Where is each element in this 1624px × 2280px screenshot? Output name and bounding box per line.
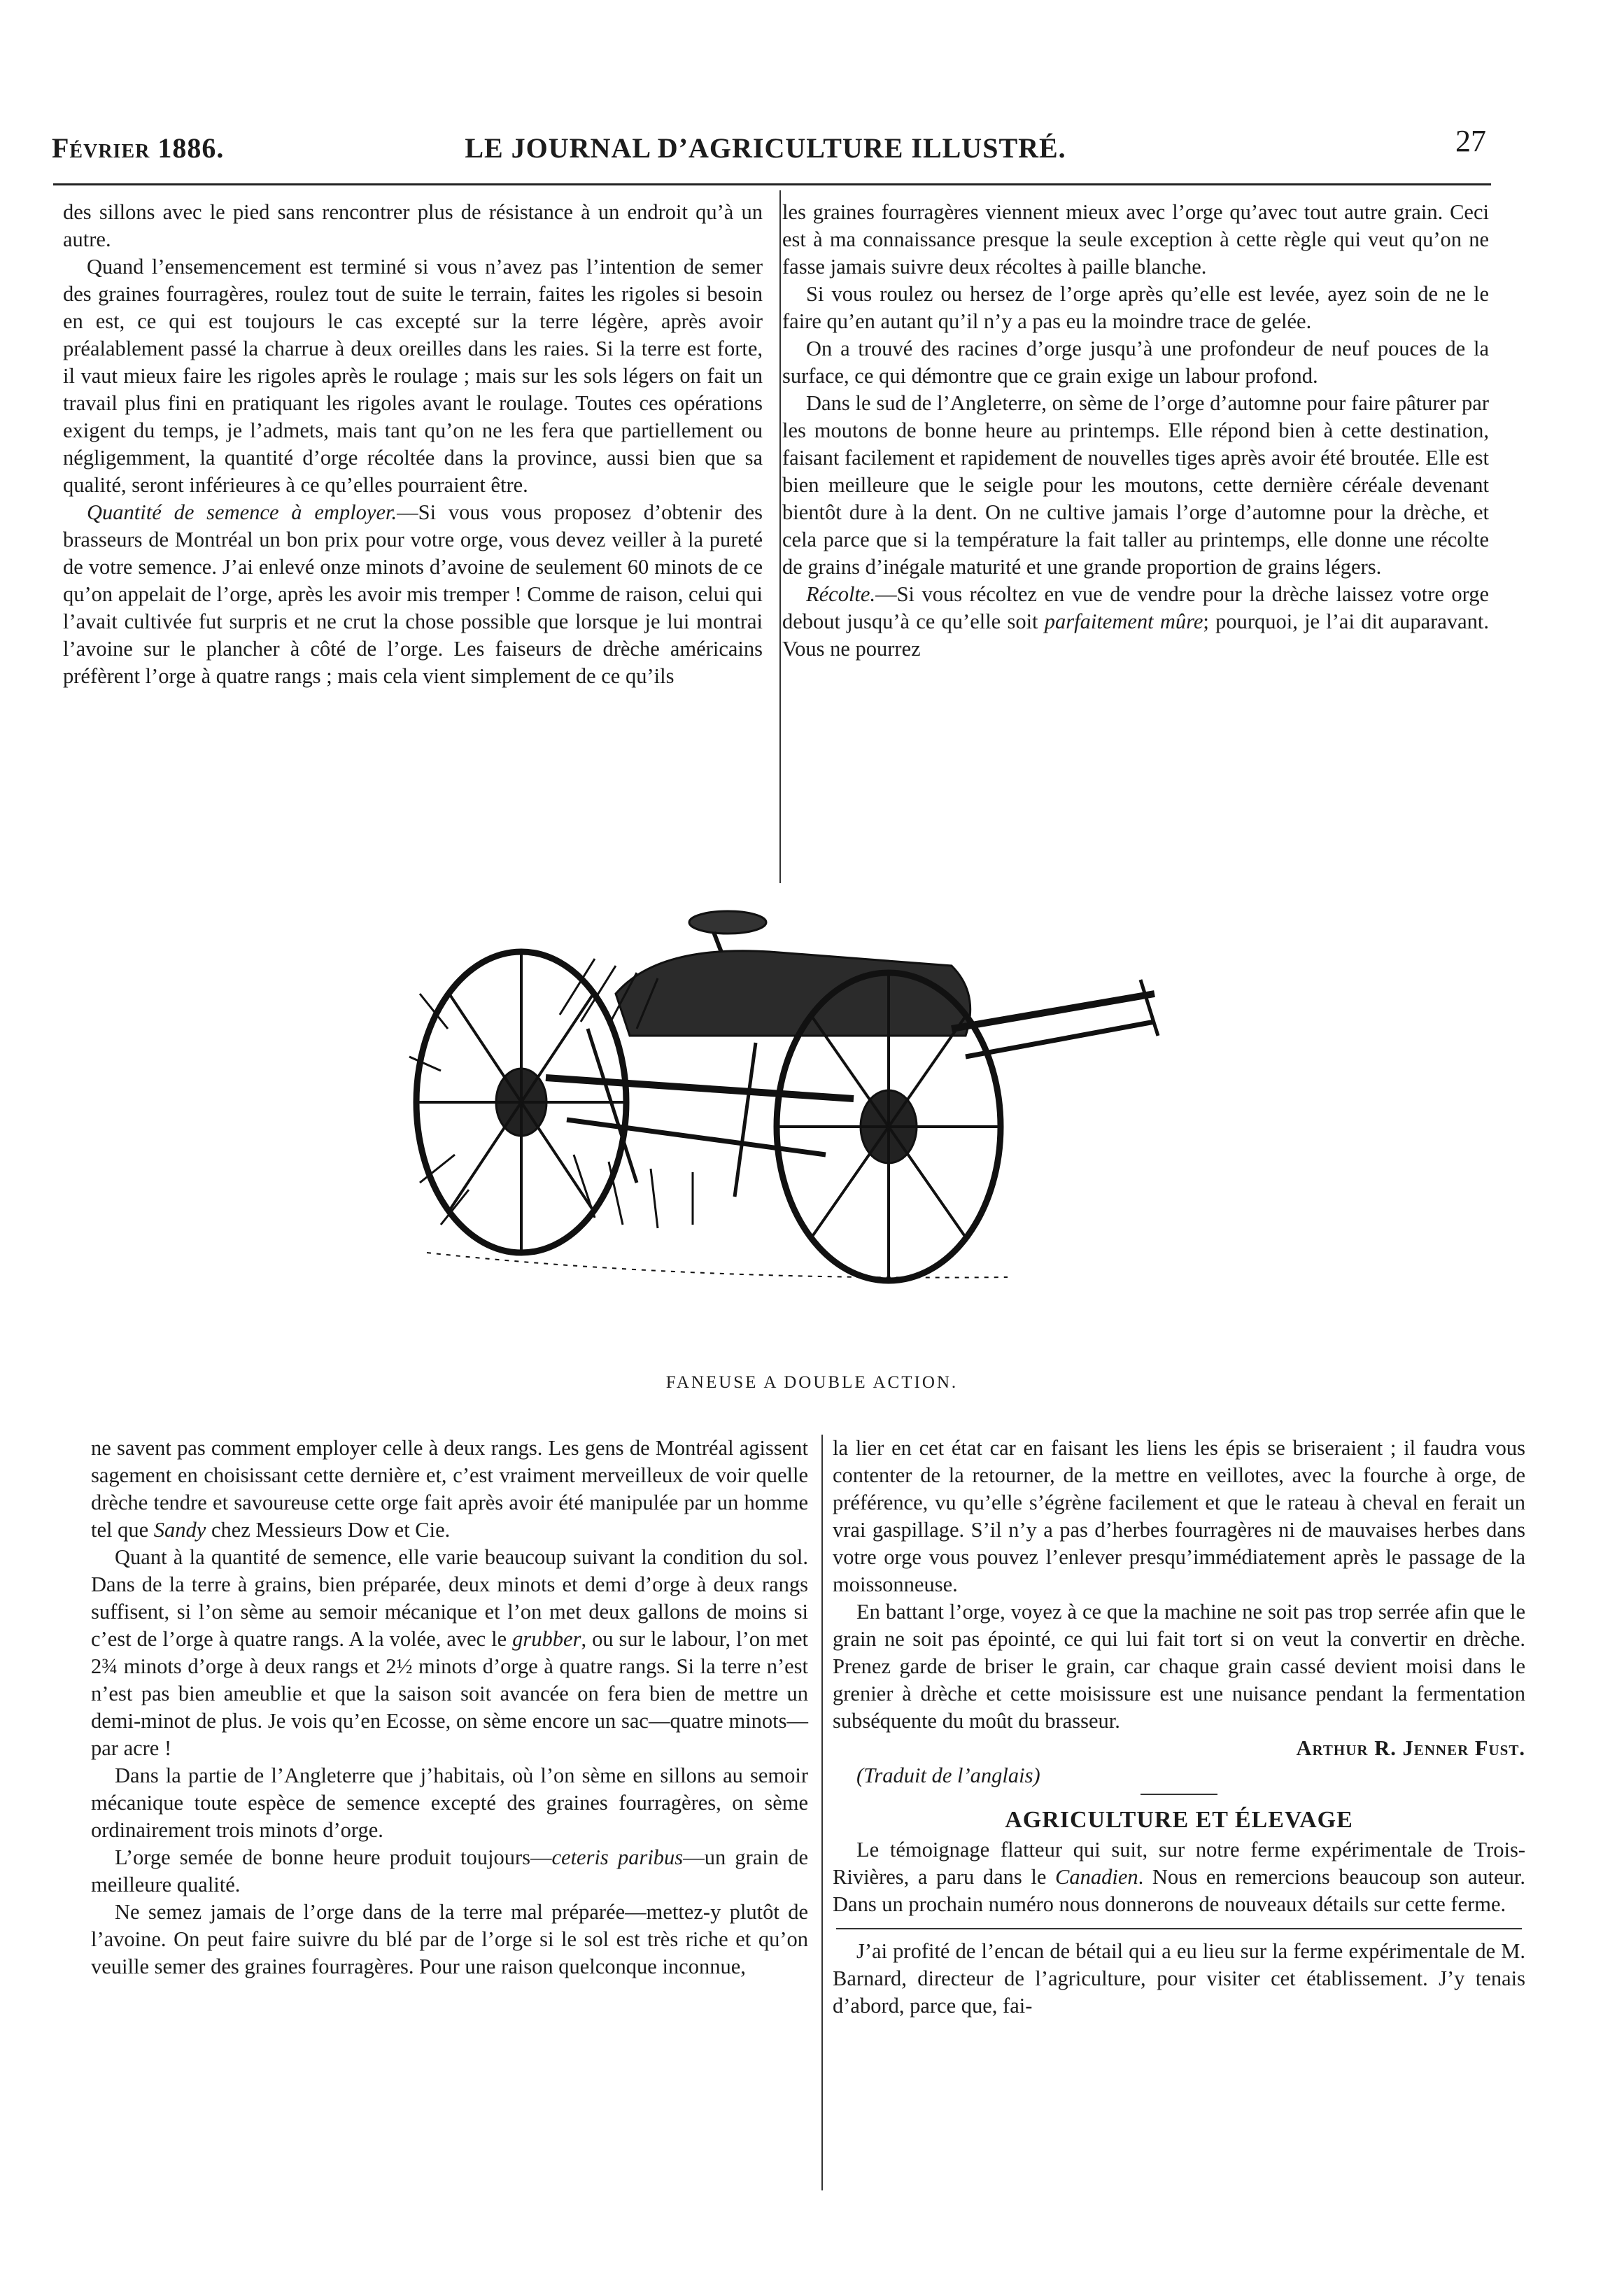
hay-tedder-engraving [406,889,1161,1295]
top-right-column [782,199,1489,663]
paragraph: On a trouvé des racines d’orge jusqu’à une profondeur de neuf pouces de la surface, ce qui démontre que ce grain exige un labour profond. [782,337,1489,388]
bottom-left-column [91,1435,808,1980]
paragraph: L’orge semée de bonne heure produit toujours—ceteris paribus—un grain de meilleure qualité. [91,1845,808,1897]
paragraph: Le témoignage flatteur qui suit, sur notre ferme expérimentale de Trois-Rivières, a paru dans le Canadien. Nous en remercions beaucoup son auteur. Dans un prochain numéro nous donnerons de nouveaux détails sur cette ferme. [833,1838,1525,1916]
paragraph: Si vous roulez ou hersez de l’orge après qu’elle est levée, ayez soin de ne le faire qu’en autant qu’il n’y a pas eu la moindre trace de gelée. [782,282,1489,333]
paragraph: Ne semez jamais de l’orge dans de la terre mal préparée—mettez-y plutôt de l’avoine. On peut faire suivre du blé par de l’orge si le sol est très riche et qu’on veuille semer des graines fourragères. Pour une raison quelconque inconnue, [91,1900,808,1978]
page-number: 27 [1455,124,1486,158]
subheading: Récolte. [806,582,876,606]
paragraph-recolte: Récolte.—Si vous récoltez en vue de vendre pour la drèche laissez votre orge debout jusqu’à ce qu’elle soit parfaitement mûre; pourquoi, je l’ai dit auparavant. Vous ne pourrez [782,582,1489,661]
article-separator [836,1928,1522,1929]
bottom-right-column [833,1435,1525,2020]
bottom-column-divider [821,1435,823,2190]
paragraph: En battant l’orge, voyez à ce que la machine ne soit pas trop serrée afin que le grain ne soit pas épointé, ce qui lui fait tort si on veut la convertir en drèche. Prenez garde de briser le grain, car chaque grain cassé devient moisi dans le grenier à drèche et cette moisissure est une nuisance pendant la fermentation subséquente du moût du brasseur. [833,1600,1525,1733]
paragraph-quantite: Quantité de semence à employer.—Si vous vous proposez d’obtenir des brasseurs de Montréal un bon prix pour votre orge, vous devez veiller à la pureté de votre semence. J’ai enlevé onze minots d’avoine de seulement 60 minots de ce qu’on appelait de l’orge, après les avoir mis tremper ! Comme de raison, celui qui l’avait cultivée fut surpris et ne crut la chose possible que lorsque je lui montrai l’avoine sur le plancher à côté de l’orge. Les faiseurs de drèche américains préfèrent l’orge à quatre rangs ; mais cela vient simplement de ce qu’ils [63,500,763,688]
paragraph: ne savent pas comment employer celle à deux rangs. Les gens de Montréal agissent sagement en choisissant cette dernière et, c’est vraiment merveilleux de voir quelle drèche tendre et savoureuse cette orge fait après avoir été manipulée par un homme tel que Sandy chez Messieurs Dow et Cie. [91,1436,808,1542]
running-header [45,119,1486,168]
header-rule [53,183,1491,185]
issue-date: Février 1886. [52,132,225,164]
figure-caption: FANEUSE A DOUBLE ACTION. [665,1373,959,1392]
paragraph: Quand l’ensemencement est terminé si vous n’avez pas l’intention de semer des graines fourragères, roulez tout de suite le terrain, faites les rigoles si besoin en est, ce qui est toujours le cas excepté sur la terre légère, après avoir préalablement passé la charrue à deux oreilles dans les raies. Si la terre est forte, il vaut mieux faire les rigoles après le roulage ; mais sur les sols légers on fait un travail plus fini en pratiquant les rigoles avant le roulage. Toutes ces opérations exigent du temps, je l’admets, mais tant qu’on ne les fera que partiellement ou négligemment, la quantité d’orge récoltée dans la province, aussi bien que sa qualité, seront inférieures à ce qu’elles pourraient être. [63,255,763,497]
top-left-column [63,199,763,690]
subheading: Quantité de semence à employer. [87,500,397,524]
paragraph: Dans le sud de l’Angleterre, on sème de l’orge d’automne pour faire pâturer par les moutons de bonne heure au printemps. Elle répond bien à cette destination, faisant facilement et rapidement de nouvelles tiges après avoir été broutée. Elle est bien meilleure que le seigle pour les moutons, cette dernière céréale devenant bientôt dure à la dent. On ne cultive jamais l’orge d’automne pour la drèche, et cela parce que si la température la fait taller au printemps, elle donne une récolte de grains d’inégale maturité et une grande proportion de grains légers. [782,391,1489,579]
section-rule [1141,1794,1217,1795]
paragraph: J’ai profité de l’encan de bétail qui a eu lieu sur la ferme expérimentale de M. Barnard, directeur de l’agriculture, pour visiter cet établissement. J’y tenais d’abord, parce que, fai- [833,1939,1525,2018]
paragraph: la lier en cet état car en faisant les liens les épis se briseraient ; il faudra vous contenter de la retourner, de la mettre en veillotes, avec la fourche à orge, de préférence, vu qu’elle s’égrène facilement et que le rateau à cheval en ferait un vrai gaspillage. S’il n’y a pas d’herbes fourragères ni de mauvaises herbes dans votre orge vous pouvez l’enlever presqu’immédiatement après le passage de la moissonneuse. [833,1436,1525,1596]
translation-note: (Traduit de l’anglais) [856,1764,1040,1787]
author-signature: Arthur R. Jenner Fust. [1296,1736,1525,1760]
section-heading: AGRICULTURE ET ÉLEVAGE [1005,1807,1353,1833]
paragraph: Dans la partie de l’Angleterre que j’habitais, où l’on sème en sillons au semoir mécanique toute espèce de semence excepté des graines fourragères, on sème ordinairement trois minots d’orge. [91,1764,808,1842]
journal-title: LE JOURNAL D’AGRICULTURE ILLUSTRÉ. [465,132,1066,164]
paragraph: les graines fourragères viennent mieux avec l’orge qu’avec tout autre grain. Ceci est à ma connaissance presque la seule exception à cette règle qui veut qu’on ne fasse jamais suivre deux récoltes à paille blanche. [782,200,1489,279]
paragraph: des sillons avec le pied sans rencontrer plus de résistance à un endroit qu’à un autre. [63,200,763,251]
top-column-divider [779,190,781,883]
paragraph: Quant à la quantité de semence, elle varie beaucoup suivant la condition du sol. Dans de la terre à grains, bien préparée, deux minots et demi d’orge à deux rangs suffisent, si l’on sème au semoir mécanique et l’on met deux gallons de moins si c’est de l’orge à quatre rangs. A la volée, avec le grubber, ou sur le labour, l’on met 2¾ minots d’orge à deux rangs et 2½ minots d’orge à quatre rangs. Si la terre n’est n’est pas bien ameublie et que la saison soit avancée on fera bien de mettre un demi-minot de plus. Je vois qu’en Ecosse, on sème encore un sac—quatre minots—par acre ! [91,1545,808,1760]
